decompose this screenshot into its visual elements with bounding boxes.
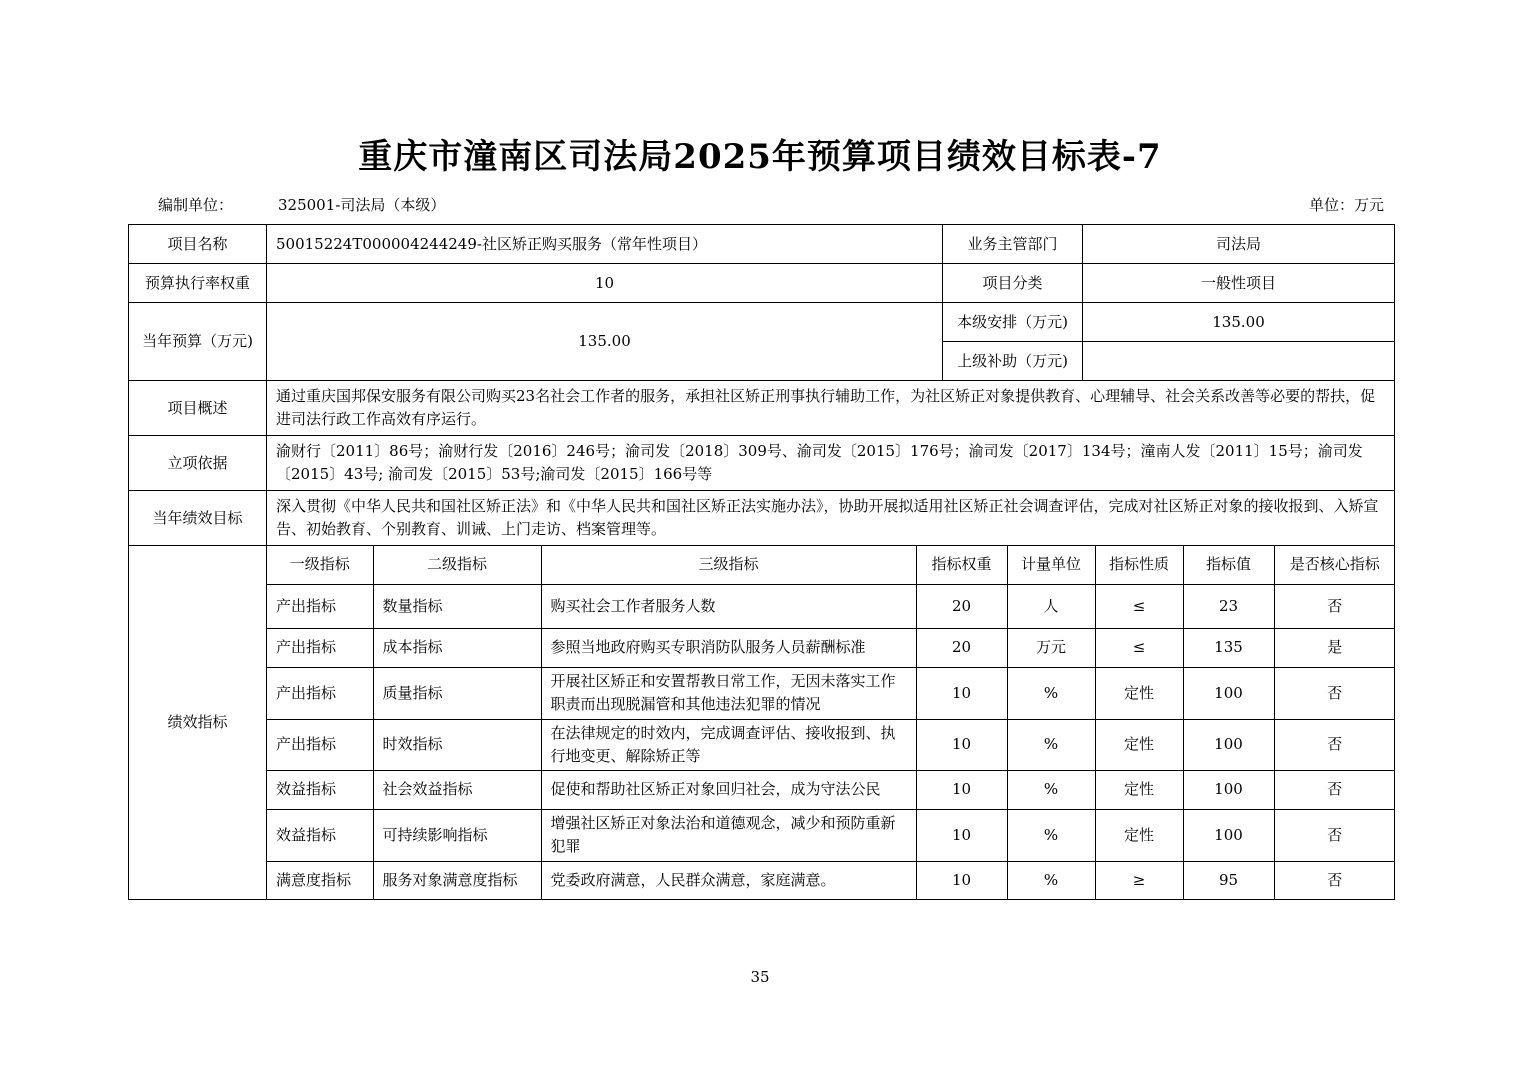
level2-cell: 时效指标: [373, 719, 541, 770]
superior-label: 上级补助（万元): [943, 342, 1083, 381]
level1-cell: 产出指标: [267, 667, 373, 719]
project-name-label: 项目名称: [129, 225, 267, 264]
level2-cell: 服务对象满意度指标: [373, 861, 541, 899]
level3-cell: 增强社区矫正对象法治和道德观念，减少和预防重新犯罪: [541, 809, 916, 861]
level2-cell: 社会效益指标: [373, 770, 541, 809]
row-budget: [129, 303, 1395, 342]
level3-cell: 参照当地政府购买专职消防队服务人员薪酬标准: [541, 628, 916, 667]
indicators-label: 绩效指标: [129, 546, 267, 900]
level2-cell: 质量指标: [373, 667, 541, 719]
column-header: 一级指标: [267, 546, 373, 584]
row-project-name: [129, 225, 1395, 264]
table-row: [267, 861, 1395, 899]
value-cell: 100: [1183, 770, 1274, 809]
row-goal: [129, 491, 1395, 546]
core-cell: 否: [1274, 667, 1395, 719]
local-label: 本级安排（万元): [943, 303, 1083, 342]
core-cell: 否: [1274, 719, 1395, 770]
core-cell: 否: [1274, 770, 1395, 809]
unit-cell: %: [1007, 667, 1095, 719]
basis-label: 立项依据: [129, 436, 267, 491]
value-cell: 100: [1183, 667, 1274, 719]
level1-cell: 产出指标: [267, 584, 373, 628]
indicators-cell: [267, 546, 1395, 900]
indicators-table: [267, 546, 1395, 899]
superior-value: [1083, 342, 1395, 381]
level2-cell: 数量指标: [373, 584, 541, 628]
unit-cell: %: [1007, 861, 1095, 899]
unit-cell: 万元: [1007, 628, 1095, 667]
column-header: 指标性质: [1095, 546, 1183, 584]
unit-cell: %: [1007, 719, 1095, 770]
table-row: [267, 719, 1395, 770]
goal-label: 当年绩效目标: [129, 491, 267, 546]
column-header: 三级指标: [541, 546, 916, 584]
category-label: 项目分类: [943, 264, 1083, 303]
level1-cell: 产出指标: [267, 628, 373, 667]
weight-cell: 10: [916, 719, 1007, 770]
page-number: 35: [750, 968, 770, 986]
value-cell: 95: [1183, 861, 1274, 899]
level1-cell: 产出指标: [267, 719, 373, 770]
basis-value: 渝财行〔2011〕86号；渝财行发〔2016〕246号；渝司发〔2018〕309号、渝司发〔2015〕176号；渝司发〔2017〕134号；潼南人发〔2011〕15号；渝司发〔2015〕43号; 渝司发〔2015〕53号;渝司发〔2015〕166号等: [267, 436, 1395, 491]
column-header: 是否核心指标: [1274, 546, 1395, 584]
unit-value: 325001-司法局（本级）: [278, 196, 446, 214]
nature-cell: ≥: [1095, 861, 1183, 899]
row-indicators: [129, 546, 1395, 900]
table-row: [267, 809, 1395, 861]
performance-table: [128, 224, 1395, 900]
value-cell: 23: [1183, 584, 1274, 628]
project-name-value: 50015224T000004244249-社区矫正购买服务（常年性项目）: [267, 225, 943, 264]
column-header: 二级指标: [373, 546, 541, 584]
row-weight: [129, 264, 1395, 303]
dept-label: 业务主管部门: [943, 225, 1083, 264]
goal-value: 深入贯彻《中华人民共和国社区矫正法》和《中华人民共和国社区矫正法实施办法》，协助开展拟适用社区矫正社会调查评估，完成对社区矫正对象的接收报到、入矫宣告、初始教育、个别教育、训诫、上门走访、档案管理等。: [267, 491, 1395, 546]
budget-label: 当年预算（万元): [129, 303, 267, 381]
core-cell: 否: [1274, 809, 1395, 861]
overview-label: 项目概述: [129, 381, 267, 436]
table-row: [267, 628, 1395, 667]
nature-cell: 定性: [1095, 667, 1183, 719]
dept-value: 司法局: [1083, 225, 1395, 264]
table-row: [267, 770, 1395, 809]
unit-cell: %: [1007, 809, 1095, 861]
level3-cell: 购买社会工作者服务人数: [541, 584, 916, 628]
weight-label: 预算执行率权重: [129, 264, 267, 303]
budget-value: 135.00: [267, 303, 943, 381]
level1-cell: 效益指标: [267, 770, 373, 809]
level1-cell: 满意度指标: [267, 861, 373, 899]
level3-cell: 促使和帮助社区矫正对象回归社会，成为守法公民: [541, 770, 916, 809]
value-cell: 100: [1183, 719, 1274, 770]
weight-cell: 10: [916, 770, 1007, 809]
nature-cell: 定性: [1095, 770, 1183, 809]
nature-cell: 定性: [1095, 719, 1183, 770]
weight-cell: 10: [916, 667, 1007, 719]
level3-cell: 党委政府满意，人民群众满意，家庭满意。: [541, 861, 916, 899]
level2-cell: 可持续影响指标: [373, 809, 541, 861]
weight-value: 10: [267, 264, 943, 303]
column-header: 计量单位: [1007, 546, 1095, 584]
core-cell: 否: [1274, 861, 1395, 899]
level2-cell: 成本指标: [373, 628, 541, 667]
overview-value: 通过重庆国邦保安服务有限公司购买23名社会工作者的服务，承担社区矫正刑事执行辅助工作，为社区矫正对象提供教育、心理辅导、社会关系改善等必要的帮扶，促进司法行政工作高效有序运行。: [267, 381, 1395, 436]
category-value: 一般性项目: [1083, 264, 1395, 303]
weight-cell: 20: [916, 584, 1007, 628]
level3-cell: 在法律规定的时效内，完成调查评估、接收报到、执行地变更、解除矫正等: [541, 719, 916, 770]
nature-cell: ≤: [1095, 628, 1183, 667]
unit-label: 编制单位：: [158, 196, 234, 214]
local-value: 135.00: [1083, 303, 1395, 342]
value-cell: 100: [1183, 809, 1274, 861]
currency-unit: 单位：万元: [1308, 196, 1384, 214]
document-title: 重庆市潼南区司法局2025年预算项目绩效目标表-7: [358, 137, 1162, 177]
column-header: 指标值: [1183, 546, 1274, 584]
core-cell: 否: [1274, 584, 1395, 628]
table-row: [267, 667, 1395, 719]
row-overview: [129, 381, 1395, 436]
weight-cell: 10: [916, 809, 1007, 861]
table-row: [267, 584, 1395, 628]
weight-cell: 10: [916, 861, 1007, 899]
value-cell: 135: [1183, 628, 1274, 667]
unit-cell: %: [1007, 770, 1095, 809]
nature-cell: 定性: [1095, 809, 1183, 861]
column-header: 指标权重: [916, 546, 1007, 584]
level1-cell: 效益指标: [267, 809, 373, 861]
level3-cell: 开展社区矫正和安置帮教日常工作，无因未落实工作职责而出现脱漏管和其他违法犯罪的情况: [541, 667, 916, 719]
weight-cell: 20: [916, 628, 1007, 667]
indicators-header-row: [267, 546, 1395, 584]
row-basis: [129, 436, 1395, 491]
unit-cell: 人: [1007, 584, 1095, 628]
core-cell: 是: [1274, 628, 1395, 667]
nature-cell: ≤: [1095, 584, 1183, 628]
